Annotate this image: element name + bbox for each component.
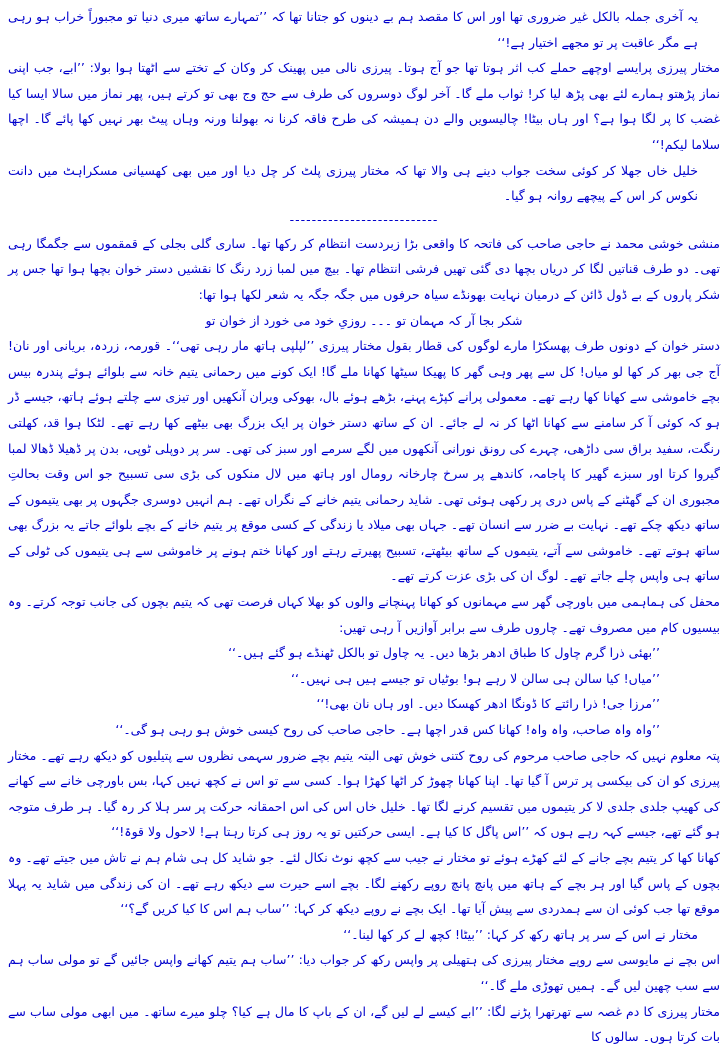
dialogue-line: ’’واہ واہ صاحب، واہ واہ! کھانا کس قدر اچھا ہے۔ حاجی صاحب کی روح کیسی خوش ہو رہی ہو گی۔‘‘: [115, 722, 660, 738]
paragraph: یہ آخری جملہ بالکل غیر ضروری تھا اور اس کا مقصد ہم بے دینوں کو جتانا تھا کہ ’’تمہارے ساتھ میری دنیا تو مجبوراً خراب ہو رہی ہے مگر عاقبت پر تو مجھے اختیار ہے!‘‘: [8, 9, 698, 50]
paragraph: مختار پیرزی پرایسے اوچھے حملے کب اثر ہوتا تھا جو آج ہوتا۔ پیرزی نالی میں پھینک کر وکان کے تختے سے اٹھتا ہوا بولا: ’’ابے، جب اپنی نماز پڑھتو ہمارے لئے بھی پڑھ لیا کر! ثواب ملے گا۔ آخر لوگ دوسروں کی طرف سے حج وج بھی تو کرتے ہیں، پھر نماز میں سالا ایسا کیا غضب کا پر لگا ہوا ہے؟ اور ہاں بیٹا! چالیسویں والے دن ہمیشہ کی طرح فاقہ کرنا نہ بھولنا ورنہ وہاں پیٹ بھر نہیں کھا پائے گا۔ اچھا سلاما لیکم!‘‘: [8, 60, 720, 152]
paragraph: خلیل خاں جھلا کر کوئی سخت جواب دینے ہی والا تھا کہ مختار پیرزی پلٹ کر چل دیا اور میں بھی کھسیانی مسکراہٹ میں دانت نکوس کر اس کے پیچھے روانہ ہو گیا۔: [8, 162, 698, 204]
paragraph: دستر خوان کے دونوں طرف پھسکڑا مارے لوگوں کی قطار بقول مختار پیرزی ’’لپلپی ہاتھ مار رہی تھی‘‘۔ قورمہ، زردہ، بریانی اور نان! آج جی بھر کر کھا لو میاں! کل سے پھر وہی گھر کا پھیکا سیٹھا کھانا ملے گا! ایک کونے میں رحمانی یتیم خانہ سے بلوائے ہوئے پندرہ بیس بچے خاموشی سے کھانا کھا رہے تھے۔ معمولی پرانے کپڑے پہنے، بڑھے ہوئے بال، بھوکی ویران آنکھیں اور تیزی سے چلتے ہوئے ہاتھ، جیسے ڈر ہو کہ کوئی آ کر سامنے سے کھانا اٹھا کر نہ لے جائے۔ ان کے ساتھ دستر خوان پر ایک بزرگ بھی بیٹھے کھا رہے تھے۔ لٹکا ہوا قد، کھلتی رنگت، سفید براق سی داڑھی، چہرے کی رونق نورانی آنکھوں میں لگے سرمے اور سبز کی تھی۔ سر پر دوپلی ٹوپی، بدن پر ڈھیلا ڈھالا لمبا گیروا کرتا اور سبزے گھیر کا پاجامہ، کاندھے پر سرخ چارخانہ رومال اور ہاتھ میں لال منکوں کی بڑی سی تسبیح جو اس وقت بحالتِ مجبوری ان کے گھٹنے کے پاس دری پر رکھی ہوئی تھی۔ شاید رحمانی یتیم خانے کے نگراں تھے۔ ہم انہیں دوسری جگہوں پر بھی یتیموں کے ساتھ دیکھ چکے تھے۔ نہایت بے ضرر سے انسان تھے۔ جہاں بھی میلاد یا زندگی کے کسی موقع پر یتیم خانے کے بچے بلوائے جاتے یہ بزرگ بھی ساتھ ہوتے تھے۔ خاموشی سے آتے، یتیموں کے ساتھ بیٹھتے، تسبیح پھیرتے رہتے اور کھانا ختم ہونے پر خاموشی سے ہی یتیموں کی ٹولی کے ساتھ ہی واپس چلے جاتے تھے۔ لوگ ان کی بڑی عزت کرتے تھے۔: [8, 338, 720, 584]
dialogue-line: ’’میاں! کیا سالن ہی سالن لا رہے ہو! بوٹیاں تو جیسے ہیں ہی نہیں۔‘‘: [291, 670, 660, 686]
paragraph: منشی خوشی محمد نے حاجی صاحب کی فاتحہ کا واقعی بڑا زبردست انتظام کر رکھا تھا۔ ساری گلی بجلی کے قمقموں سے جگمگا رہی تھی۔ دو طرف قناتیں لگا کر دریاں بچھا دی گئی تھیں فرشی انتظام تھا۔ بیچ میں لمبا زرد رنگ کا نقشیں دستر خوان بچھا ہوا تھا جس پر شکر پاروں کے بے ڈول ڈائن کے درمیان نہایت بھونڈے سیاہ حرفوں میں جگہ جگہ یہ شعر لکھا ہوا تھا:: [8, 235, 720, 302]
paragraph: مختار پیرزی کا دم غصہ سے تھرتھرا پڑنے لگا: ’’ابے کیسے لے لیں گے، ان کے باپ کا مال ہے کیا؟ چلو میرے ساتھ۔ میں ابھی مولی ساب سے بات کرتا ہوں۔ سالوں کا: [8, 1003, 720, 1045]
dialogue-line: ’’مرزا جی! ذرا رائتے کا ڈونگا ادھر کھسکا دیں۔ اور ہاں نان بھی!‘‘: [316, 696, 660, 712]
paragraph: اس بچے نے مایوسی سے روپے مختار پیرزی کی ہتھیلی پر واپس رکھ کر جواب دیا: ’’ساب ہم یتیم کھانے واپس جائیں گے تو مولی ساب ہم سے سب چھین لیں گے۔ ہمیں تھوڑی ملے گا۔‘‘: [8, 952, 720, 993]
paragraph: مختار نے اس کے سر پر ہاتھ رکھ کر کہا: ’’بیٹا! کچھ لے کر کھا لینا۔‘‘: [343, 926, 698, 942]
section-divider: ---------------------------: [289, 211, 439, 227]
paragraph: کھانا کھا کر یتیم بچے جانے کے لئے کھڑے ہوئے تو مختار نے جیب سے کچھ نوٹ نکال لئے۔ جو شاید کل ہی شام ہم نے تاش میں جیتے تھے۔ وہ بچوں کے پاس گیا اور ہر بچے کے ہاتھ میں پانچ پانچ روپے رکھنے لگا۔ بچے اسے حیرت سے دیکھ رہے تھے۔ ان کی زندگی میں شاید یہ پہلا موقع تھا جب کوئی ان سے ہمدردی سے پیش آیا تھا۔ ایک بچے نے روپے دیکھ کر کہا: ’’ساب ہم اس کا کیا کریں گے؟‘‘: [8, 850, 720, 917]
dialogue-line: ’’بھئی ذرا گرم چاول کا طباق ادھر بڑھا دیں۔ یہ چاول تو بالکل ٹھنڈے ہو گئے ہیں۔‘‘: [228, 645, 660, 661]
paragraph: محفل کی ہماہمی میں باورچی گھر سے مہمانوں کو کھانا پہنچانے والوں کو بھلا کہاں فرصت تھی کہ یتیم بچوں کی جانب توجہ کرتے۔ وہ بیسیوں کام میں مصروف تھے۔ چاروں طرف سے برابر آوازیں آ رہی تھیں:: [8, 594, 720, 635]
paragraph: پتہ معلوم نہیں کہ حاجی صاحب مرحوم کی روح کتنی خوش تھی البتہ یتیم بچے ضرور سہمی نظروں سے پتیلیوں کو دیکھ رہے تھے۔ مختار پیرزی کو ان کی بیکسی پر ترس آ گیا تھا۔ اپنا کھانا چھوڑ کر اٹھا کھڑا ہوا۔ کسی سے تو اس نے کچھ نہیں کہا، بس باورچی خانے سے کھانے کی کھیپ جلدی جلدی لا کر یتیموں میں تقسیم کرنے لگا تھا۔ خلیل خاں اس کی اس احمقانہ حرکت پر سر ہلا کر رہ گیا۔ ہر طرف متوجہ ہو گئے تھے، جیسے کہہ رہے ہوں کہ ’’اس پاگل کا کیا ہے۔ ایسی حرکتیں تو یہ روز ہی کرتا رہتا ہے! لاحول ولا قوۃ!‘‘: [8, 747, 720, 840]
verse-line: شکر بجا آر کہ مہمان تو ۔۔۔ روزیِ خود می خورد از خوان تو: [205, 312, 523, 328]
